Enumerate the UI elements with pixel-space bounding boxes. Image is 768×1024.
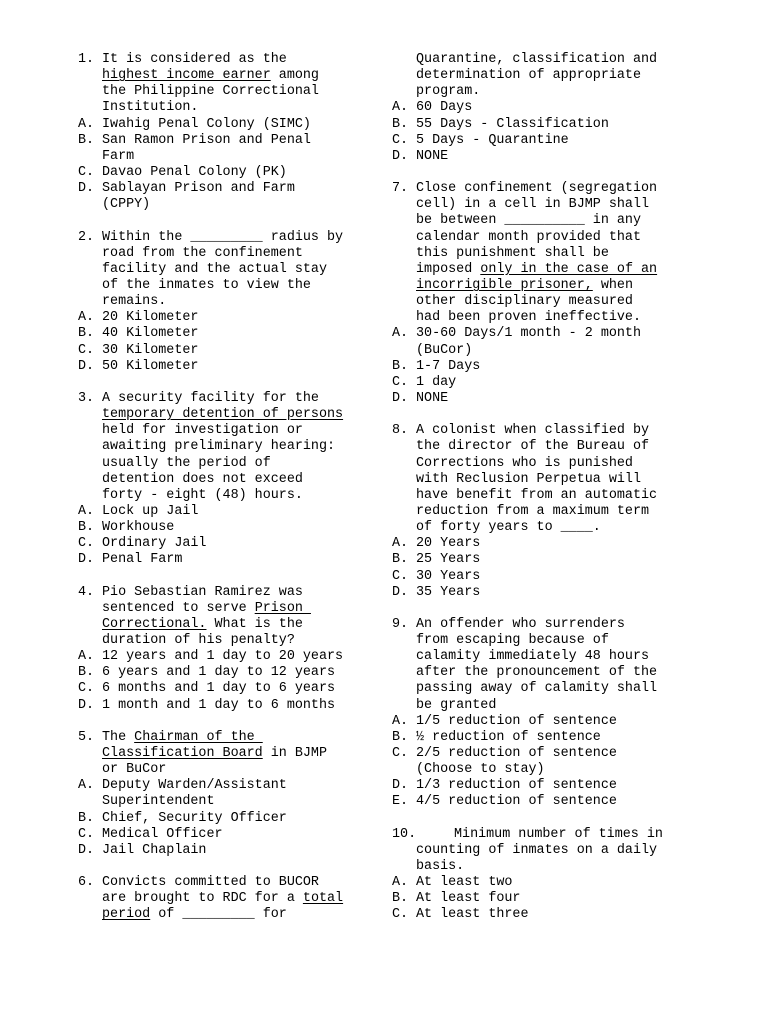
option-text: San Ramon Prison and Penal — [102, 132, 311, 148]
option-letter: D. — [78, 358, 95, 374]
answer-option — [78, 794, 368, 810]
question-number: 7. — [392, 181, 409, 197]
stem-text: usually the period of — [102, 455, 271, 471]
question-stem-line — [78, 601, 368, 617]
answer-option — [392, 391, 692, 407]
answer-option — [78, 843, 368, 859]
stem-text: Quarantine, classification and — [416, 52, 658, 67]
option-letter: A. — [78, 778, 95, 794]
question-stem-line — [392, 504, 692, 520]
question-stem-line — [392, 698, 692, 714]
option-letter: D. — [392, 778, 409, 794]
answer-option — [392, 552, 692, 568]
stem-text: It is considered as the — [102, 52, 287, 67]
option-letter: B. — [78, 665, 95, 681]
answer-option — [78, 343, 368, 359]
question-block — [392, 617, 692, 811]
stem-text: held for investigation or — [102, 423, 303, 439]
option-letter: D. — [392, 584, 409, 600]
option-text: Chief, Security Officer — [102, 810, 287, 826]
stem-text: in BJMP — [262, 746, 328, 762]
stem-text: A colonist when classified by — [416, 423, 650, 439]
underlined-text: highest income earner — [102, 68, 271, 84]
question-stem-line — [392, 262, 692, 278]
question-stem-line — [392, 52, 692, 68]
answer-option — [392, 875, 692, 891]
option-letter: D. — [392, 390, 409, 406]
question-stem-line — [78, 391, 368, 407]
answer-option — [392, 714, 692, 730]
question-block — [78, 52, 368, 213]
option-text: 35 Years — [416, 584, 481, 600]
option-letter: C. — [78, 536, 95, 552]
stem-text: program. — [416, 84, 481, 100]
question-stem-line — [78, 456, 368, 472]
answer-option — [392, 343, 692, 359]
question-block — [78, 730, 368, 859]
stem-text: forty - eight (48) hours. — [102, 487, 303, 503]
option-letter: C. — [392, 746, 409, 762]
answer-option — [78, 681, 368, 697]
question-stem-line — [78, 891, 368, 907]
option-text: 1 day — [416, 374, 457, 390]
option-letter: A. — [78, 503, 95, 519]
stem-text: from escaping because of — [416, 633, 609, 649]
question-number: 6. — [78, 875, 95, 891]
stem-text: counting of inmates on a daily — [416, 842, 658, 858]
question-stem-line — [392, 617, 692, 633]
stem-text: Within the _________ radius by — [102, 229, 344, 245]
stem-text: calendar month provided that — [416, 229, 641, 245]
question-gap — [78, 859, 368, 875]
answer-option — [78, 552, 368, 568]
underlined-text: Chairman of the — [134, 729, 263, 745]
underlined-text: temporary detention of persons — [102, 407, 344, 423]
left-column — [78, 52, 368, 924]
underlined-text: incorrigible prisoner, — [416, 277, 593, 293]
question-stem-line — [78, 633, 368, 649]
stem-text: duration of his penalty? — [102, 633, 295, 649]
stem-text: have benefit from an automatic — [416, 487, 658, 503]
answer-option — [392, 778, 692, 794]
stem-text: with Reclusion Perpetua will — [416, 471, 641, 487]
stem-text: determination of appropriate — [416, 68, 641, 84]
option-text: 40 Kilometer — [102, 326, 199, 342]
answer-option — [392, 746, 692, 762]
question-stem-line — [78, 617, 368, 633]
stem-text: this punishment shall be — [416, 245, 609, 261]
question-stem-line — [392, 681, 692, 697]
option-text: 25 Years — [416, 552, 481, 568]
answer-option — [392, 326, 692, 342]
option-letter: B. — [392, 891, 409, 907]
question-gap — [78, 569, 368, 585]
option-text: (Choose to stay) — [416, 762, 545, 778]
question-number: 5. — [78, 729, 95, 745]
option-text: 12 years and 1 day to 20 years — [102, 649, 344, 665]
stem-text: among — [270, 68, 319, 84]
question-stem-line — [392, 488, 692, 504]
stem-text: Minimum number of times in — [454, 826, 663, 842]
question-gap — [392, 811, 692, 827]
question-stem-line — [392, 423, 692, 439]
answer-option — [78, 197, 368, 213]
question-block — [78, 585, 368, 714]
question-stem-line — [392, 827, 692, 843]
stem-text: Convicts committed to BUCOR — [102, 875, 319, 891]
underlined-text: Classification Board — [102, 746, 263, 762]
option-text: 1/3 reduction of sentence — [416, 778, 617, 794]
question-stem-line — [78, 907, 368, 923]
option-letter: A. — [78, 310, 95, 326]
question-stem-line — [78, 488, 368, 504]
stem-text: Corrections who is punished — [416, 455, 633, 471]
question-number: 4. — [78, 584, 95, 600]
option-text: Penal Farm — [102, 552, 183, 568]
question-stem-line — [392, 230, 692, 246]
question-stem-line — [78, 278, 368, 294]
question-stem-line — [78, 730, 368, 746]
option-text: At least three — [416, 907, 529, 923]
stem-text: imposed — [416, 261, 481, 277]
question-stem-line — [392, 665, 692, 681]
stem-text: sentenced to serve — [102, 600, 255, 616]
question-stem-line — [78, 100, 368, 116]
stem-text: be between __________ in any — [416, 213, 641, 229]
question-block — [78, 230, 368, 375]
option-letter: E. — [392, 794, 409, 810]
question-stem-line — [78, 472, 368, 488]
underlined-text: period — [102, 907, 151, 923]
option-letter: C. — [392, 374, 409, 390]
option-letter: D. — [78, 842, 95, 858]
option-text: 1 month and 1 day to 6 months — [102, 697, 336, 713]
question-block — [392, 827, 692, 924]
stem-text: be granted — [416, 697, 497, 713]
option-letter: B. — [392, 729, 409, 745]
answer-option — [78, 520, 368, 536]
answer-option — [392, 762, 692, 778]
question-stem-line — [78, 585, 368, 601]
question-gap — [78, 213, 368, 229]
stem-text: of _________ for — [150, 907, 287, 923]
option-letter: B. — [392, 552, 409, 568]
question-block — [392, 423, 692, 601]
option-text: At least two — [416, 875, 513, 891]
stem-text: the director of the Bureau of — [416, 439, 650, 455]
option-text: Farm — [102, 148, 135, 164]
option-text: Superintendent — [102, 794, 215, 810]
question-stem-line — [78, 52, 368, 68]
question-stem-line — [392, 439, 692, 455]
option-text: ½ reduction of sentence — [416, 729, 601, 745]
option-text: 50 Kilometer — [102, 358, 199, 374]
question-stem-line — [78, 68, 368, 84]
stem-text: or BuCor — [102, 762, 167, 778]
option-letter: A. — [392, 100, 409, 116]
option-letter: C. — [392, 568, 409, 584]
right-column — [392, 52, 692, 924]
answer-option — [78, 649, 368, 665]
question-stem-line — [392, 84, 692, 100]
option-letter: C. — [392, 132, 409, 148]
question-stem-line — [392, 197, 692, 213]
answer-option — [78, 133, 368, 149]
option-letter: A. — [392, 875, 409, 891]
option-letter: C. — [392, 907, 409, 923]
answer-option — [78, 504, 368, 520]
option-text: 4/5 reduction of sentence — [416, 794, 617, 810]
option-letter: B. — [392, 358, 409, 374]
option-letter: D. — [392, 148, 409, 164]
answer-option — [78, 149, 368, 165]
option-text: 1/5 reduction of sentence — [416, 713, 617, 729]
question-number: 2. — [78, 229, 95, 245]
underlined-text: Correctional. — [102, 616, 207, 632]
option-text: NONE — [416, 148, 449, 164]
answer-option — [78, 698, 368, 714]
answer-option — [392, 891, 692, 907]
option-text: Iwahig Penal Colony (SIMC) — [102, 116, 311, 132]
option-letter: A. — [392, 326, 409, 342]
question-stem-line — [392, 520, 692, 536]
question-stem-line — [392, 246, 692, 262]
question-stem-line — [392, 68, 692, 84]
stem-text: passing away of calamity shall — [416, 681, 658, 697]
stem-text: detention does not exceed — [102, 471, 303, 487]
stem-text: remains. — [102, 294, 167, 310]
option-letter: D. — [78, 552, 95, 568]
stem-text: basis. — [416, 859, 465, 875]
stem-text: other disciplinary measured — [416, 294, 633, 310]
option-text: 60 Days — [416, 100, 473, 116]
stem-text: when — [592, 277, 633, 293]
question-stem-line — [78, 246, 368, 262]
option-text: 20 Years — [416, 536, 481, 552]
question-block — [392, 52, 692, 165]
stem-text: Pio Sebastian Ramirez was — [102, 584, 303, 600]
option-text: Workhouse — [102, 520, 175, 536]
answer-option — [392, 569, 692, 585]
question-stem-line — [78, 407, 368, 423]
answer-option — [392, 375, 692, 391]
stem-text: had been proven ineffective. — [416, 310, 641, 326]
question-stem-line — [392, 472, 692, 488]
option-text: Sablayan Prison and Farm — [102, 181, 295, 197]
stem-text: road from the confinement — [102, 245, 303, 261]
question-stem-line — [392, 181, 692, 197]
option-letter: C. — [78, 164, 95, 180]
stem-text: The — [102, 729, 135, 745]
option-text: Davao Penal Colony (PK) — [102, 164, 287, 180]
option-text: 2/5 reduction of sentence — [416, 746, 617, 762]
answer-option — [78, 665, 368, 681]
option-text: Jail Chaplain — [102, 842, 207, 858]
underlined-text: total — [302, 891, 344, 907]
option-letter: A. — [392, 713, 409, 729]
option-text: Ordinary Jail — [102, 536, 207, 552]
option-letter: B. — [78, 810, 95, 826]
stem-text: of forty years to ____. — [416, 520, 601, 536]
option-text: 55 Days - Classification — [416, 116, 609, 132]
stem-text: cell) in a cell in BJMP shall — [416, 197, 650, 213]
stem-text: are brought to RDC for a — [102, 891, 303, 907]
question-number: 3. — [78, 390, 95, 406]
option-text: Deputy Warden/Assistant — [102, 778, 287, 794]
question-gap — [78, 714, 368, 730]
stem-text: facility and the actual stay — [102, 261, 327, 277]
question-stem-line — [78, 746, 368, 762]
stem-text: What is the — [206, 616, 303, 632]
underlined-text: Prison — [254, 600, 311, 616]
option-text: 6 years and 1 day to 12 years — [102, 665, 336, 681]
option-text: 1-7 Days — [416, 358, 481, 374]
stem-text: calamity immediately 48 hours — [416, 649, 650, 665]
question-number: 8. — [392, 423, 409, 439]
question-stem-line — [78, 230, 368, 246]
stem-text: awaiting preliminary hearing: — [102, 439, 336, 455]
answer-option — [392, 585, 692, 601]
question-gap — [392, 601, 692, 617]
option-letter: B. — [78, 326, 95, 342]
option-text: 20 Kilometer — [102, 310, 199, 326]
question-stem-line — [392, 213, 692, 229]
option-letter: B. — [78, 132, 95, 148]
question-stem-line — [78, 762, 368, 778]
stem-text: of the inmates to view the — [102, 277, 311, 293]
option-text: 5 Days - Quarantine — [416, 132, 569, 148]
option-text: NONE — [416, 390, 449, 406]
answer-option — [392, 117, 692, 133]
option-letter: A. — [392, 536, 409, 552]
option-text: At least four — [416, 891, 521, 907]
answer-option — [78, 778, 368, 794]
question-stem-line — [392, 278, 692, 294]
option-letter: C. — [78, 826, 95, 842]
option-letter: C. — [78, 681, 95, 697]
answer-option — [392, 794, 692, 810]
answer-option — [392, 907, 692, 923]
answer-option — [392, 536, 692, 552]
question-gap — [78, 375, 368, 391]
option-letter: A. — [78, 649, 95, 665]
answer-option — [392, 133, 692, 149]
question-number: 1. — [78, 52, 95, 67]
underlined-text: only in the case of an — [480, 261, 658, 277]
question-stem-line — [78, 423, 368, 439]
question-stem-line — [78, 875, 368, 891]
stem-text: the Philippine Correctional — [102, 84, 319, 100]
answer-option — [78, 536, 368, 552]
question-stem-line — [78, 84, 368, 100]
answer-option — [78, 359, 368, 375]
stem-text: An offender who surrenders — [416, 616, 625, 632]
option-text: 30 Kilometer — [102, 342, 199, 358]
question-number: 9. — [392, 616, 409, 632]
option-text: Medical Officer — [102, 826, 223, 842]
question-gap — [392, 165, 692, 181]
option-text: 30-60 Days/1 month - 2 month — [416, 326, 641, 342]
answer-option — [78, 117, 368, 133]
stem-text: Institution. — [102, 100, 199, 116]
option-text: (BuCor) — [416, 342, 473, 358]
answer-option — [392, 730, 692, 746]
question-gap — [392, 407, 692, 423]
question-stem-line — [78, 294, 368, 310]
question-block — [78, 875, 368, 923]
question-stem-line — [392, 649, 692, 665]
answer-option — [392, 149, 692, 165]
question-block — [78, 391, 368, 569]
option-text: (CPPY) — [102, 197, 151, 213]
answer-option — [78, 811, 368, 827]
option-letter: B. — [78, 520, 95, 536]
option-letter: D. — [78, 181, 95, 197]
question-stem-line — [392, 633, 692, 649]
question-stem-line — [392, 294, 692, 310]
stem-text: reduction from a maximum term — [416, 503, 650, 519]
option-letter: C. — [78, 342, 95, 358]
answer-option — [78, 165, 368, 181]
question-stem-line — [78, 439, 368, 455]
option-text: 30 Years — [416, 568, 481, 584]
question-stem-line — [392, 843, 692, 859]
answer-option — [78, 326, 368, 342]
answer-option — [392, 100, 692, 116]
answer-option — [78, 181, 368, 197]
question-stem-line — [392, 310, 692, 326]
option-text: 6 months and 1 day to 6 years — [102, 681, 336, 697]
option-letter: D. — [78, 697, 95, 713]
stem-text: A security facility for the — [102, 390, 319, 406]
stem-text: Close confinement (segregation — [416, 181, 658, 197]
option-text: Lock up Jail — [102, 503, 199, 519]
option-letter: A. — [78, 116, 95, 132]
question-stem-line — [78, 262, 368, 278]
answer-option — [392, 359, 692, 375]
question-block — [392, 181, 692, 407]
option-letter: B. — [392, 116, 409, 132]
answer-option — [78, 827, 368, 843]
question-stem-line — [392, 456, 692, 472]
question-number: 10. — [392, 826, 417, 842]
answer-option — [78, 310, 368, 326]
question-stem-line — [392, 859, 692, 875]
stem-text: after the pronouncement of the — [416, 665, 658, 681]
